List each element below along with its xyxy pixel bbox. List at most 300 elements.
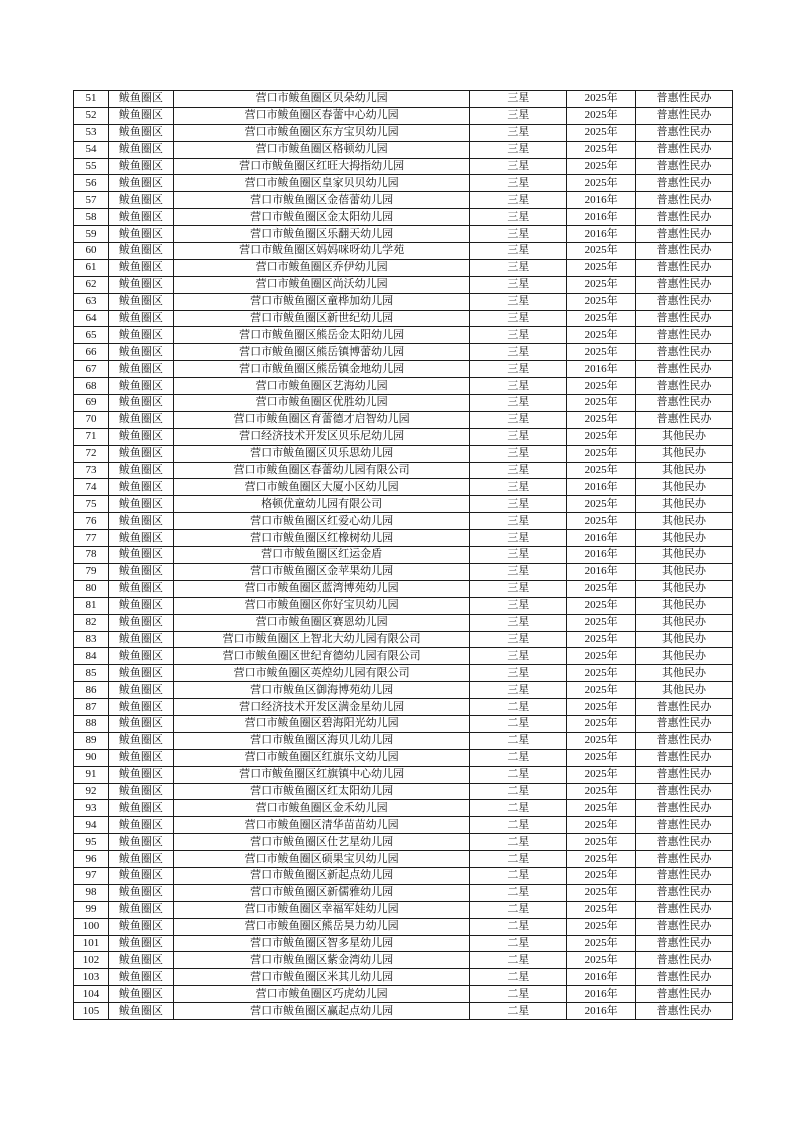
cell-star-rating: 三星 [470,665,567,682]
cell-row-number: 102 [74,952,109,969]
cell-star-rating: 三星 [470,547,567,564]
cell-row-number: 82 [74,614,109,631]
table-row [74,276,733,293]
cell-district: 鲅鱼圈区 [108,732,173,749]
cell-year: 2025年 [567,259,636,276]
cell-kindergarten-name: 营口市鲅鱼圈区新世纪幼儿园 [173,310,470,327]
cell-year: 2016年 [567,192,636,209]
cell-school-type: 普惠性民办 [636,327,733,344]
cell-school-type: 普惠性民办 [636,226,733,243]
cell-district: 鲅鱼圈区 [108,580,173,597]
cell-school-type: 其他民办 [636,445,733,462]
cell-star-rating: 三星 [470,682,567,699]
cell-district: 鲅鱼圈区 [108,715,173,732]
cell-school-type: 其他民办 [636,530,733,547]
cell-district: 鲅鱼圈区 [108,699,173,716]
cell-year: 2016年 [567,226,636,243]
table-row [74,158,733,175]
cell-row-number: 85 [74,665,109,682]
cell-year: 2016年 [567,530,636,547]
cell-year: 2025年 [567,766,636,783]
cell-kindergarten-name: 营口市鲅鱼圈区妈妈咪呀幼儿学苑 [173,243,470,260]
cell-year: 2025年 [567,327,636,344]
cell-row-number: 91 [74,766,109,783]
cell-year: 2016年 [567,209,636,226]
table-row [74,935,733,952]
cell-year: 2025年 [567,682,636,699]
cell-district: 鲅鱼圈区 [108,310,173,327]
cell-kindergarten-name: 营口市鲅鱼圈区育蕾德才启智幼儿园 [173,411,470,428]
cell-year: 2016年 [567,479,636,496]
cell-district: 鲅鱼圈区 [108,597,173,614]
cell-district: 鲅鱼圈区 [108,158,173,175]
cell-kindergarten-name: 营口市鲅鱼圈区世纪育德幼儿园有限公司 [173,648,470,665]
cell-star-rating: 三星 [470,563,567,580]
cell-row-number: 51 [74,91,109,108]
cell-kindergarten-name: 营口市鲅鱼圈区春蕾中心幼儿园 [173,107,470,124]
cell-year: 2025年 [567,378,636,395]
cell-district: 鲅鱼圈区 [108,665,173,682]
cell-star-rating: 三星 [470,428,567,445]
cell-district: 鲅鱼圈区 [108,834,173,851]
cell-district: 鲅鱼圈区 [108,935,173,952]
cell-kindergarten-name: 营口市鲅鱼圈区红太阳幼儿园 [173,783,470,800]
cell-school-type: 其他民办 [636,479,733,496]
cell-row-number: 100 [74,918,109,935]
table-row [74,614,733,631]
cell-district: 鲅鱼圈区 [108,749,173,766]
cell-row-number: 68 [74,378,109,395]
cell-district: 鲅鱼圈区 [108,361,173,378]
cell-kindergarten-name: 营口市鲅鱼圈区乔伊幼儿园 [173,259,470,276]
cell-star-rating: 三星 [470,344,567,361]
table-body [74,91,733,1020]
cell-district: 鲅鱼圈区 [108,648,173,665]
cell-star-rating: 三星 [470,124,567,141]
cell-row-number: 92 [74,783,109,800]
cell-row-number: 87 [74,699,109,716]
table-row [74,175,733,192]
cell-kindergarten-name: 营口市鲅鱼圈区新儒雅幼儿园 [173,884,470,901]
table-row [74,715,733,732]
cell-district: 鲅鱼圈区 [108,378,173,395]
cell-kindergarten-name: 营口市鲅鱼圈区大厦小区幼儿园 [173,479,470,496]
cell-kindergarten-name: 营口市鲅鱼圈区红旗镇中心幼儿园 [173,766,470,783]
cell-star-rating: 三星 [470,395,567,412]
table-row [74,344,733,361]
cell-year: 2025年 [567,597,636,614]
cell-kindergarten-name: 营口经济技术开发区贝乐尼幼儿园 [173,428,470,445]
cell-star-rating: 三星 [470,378,567,395]
cell-district: 鲅鱼圈区 [108,395,173,412]
cell-year: 2025年 [567,395,636,412]
table-row [74,378,733,395]
cell-district: 鲅鱼圈区 [108,428,173,445]
cell-star-rating: 二星 [470,783,567,800]
cell-school-type: 普惠性民办 [636,91,733,108]
cell-district: 鲅鱼圈区 [108,276,173,293]
table-row [74,682,733,699]
cell-star-rating: 三星 [470,141,567,158]
table-row [74,952,733,969]
cell-star-rating: 二星 [470,732,567,749]
cell-year: 2016年 [567,986,636,1003]
table-row [74,1003,733,1020]
cell-star-rating: 三星 [470,614,567,631]
cell-year: 2025年 [567,141,636,158]
cell-kindergarten-name: 营口市鲅鱼圈区贝乐思幼儿园 [173,445,470,462]
cell-school-type: 普惠性民办 [636,158,733,175]
cell-star-rating: 二星 [470,715,567,732]
table-row [74,209,733,226]
cell-row-number: 93 [74,800,109,817]
cell-row-number: 86 [74,682,109,699]
cell-kindergarten-name: 营口市鲅鱼圈区赢起点幼儿园 [173,1003,470,1020]
cell-kindergarten-name: 格顿优童幼儿园有限公司 [173,496,470,513]
table-row [74,665,733,682]
cell-star-rating: 二星 [470,749,567,766]
cell-school-type: 普惠性民办 [636,732,733,749]
cell-year: 2025年 [567,918,636,935]
cell-row-number: 55 [74,158,109,175]
cell-kindergarten-name: 营口经济技术开发区满金星幼儿园 [173,699,470,716]
cell-star-rating: 二星 [470,699,567,716]
cell-year: 2025年 [567,496,636,513]
table-row [74,817,733,834]
cell-row-number: 90 [74,749,109,766]
cell-year: 2025年 [567,91,636,108]
cell-school-type: 普惠性民办 [636,209,733,226]
cell-district: 鲅鱼圈区 [108,817,173,834]
cell-row-number: 57 [74,192,109,209]
cell-kindergarten-name: 营口市鲅鱼圈区新起点幼儿园 [173,867,470,884]
cell-star-rating: 三星 [470,580,567,597]
cell-kindergarten-name: 营口市鲅鱼圈区红旺大拇指幼儿园 [173,158,470,175]
cell-district: 鲅鱼圈区 [108,496,173,513]
cell-district: 鲅鱼圈区 [108,175,173,192]
cell-school-type: 普惠性民办 [636,766,733,783]
cell-year: 2016年 [567,1003,636,1020]
cell-star-rating: 三星 [470,259,567,276]
cell-kindergarten-name: 营口市鲅鱼圈区红运金盾 [173,547,470,564]
cell-kindergarten-name: 营口市鲅鱼圈区东方宝贝幼儿园 [173,124,470,141]
cell-district: 鲅鱼圈区 [108,851,173,868]
cell-district: 鲅鱼圈区 [108,530,173,547]
table-row [74,530,733,547]
cell-kindergarten-name: 营口市鲅鱼圈区金蓓蕾幼儿园 [173,192,470,209]
cell-kindergarten-name: 营口市鲅鱼圈区紫金湾幼儿园 [173,952,470,969]
cell-school-type: 普惠性民办 [636,310,733,327]
table-row [74,986,733,1003]
cell-district: 鲅鱼圈区 [108,209,173,226]
cell-kindergarten-name: 营口市鲅鱼圈区乐翻天幼儿园 [173,226,470,243]
table-row [74,648,733,665]
table-row [74,226,733,243]
table-row [74,699,733,716]
cell-star-rating: 二星 [470,867,567,884]
table-row [74,243,733,260]
table-row [74,732,733,749]
cell-kindergarten-name: 营口市鲅鱼圈区熊岳昊力幼儿园 [173,918,470,935]
cell-year: 2025年 [567,276,636,293]
cell-year: 2025年 [567,445,636,462]
cell-year: 2025年 [567,884,636,901]
cell-year: 2025年 [567,699,636,716]
cell-district: 鲅鱼圈区 [108,783,173,800]
cell-star-rating: 二星 [470,766,567,783]
cell-district: 鲅鱼圈区 [108,124,173,141]
cell-row-number: 77 [74,530,109,547]
cell-row-number: 74 [74,479,109,496]
cell-row-number: 61 [74,259,109,276]
cell-school-type: 其他民办 [636,648,733,665]
cell-year: 2025年 [567,175,636,192]
cell-district: 鲅鱼圈区 [108,986,173,1003]
cell-kindergarten-name: 营口市鲅鱼圈区金禾幼儿园 [173,800,470,817]
cell-district: 鲅鱼圈区 [108,563,173,580]
cell-row-number: 98 [74,884,109,901]
cell-school-type: 其他民办 [636,682,733,699]
cell-kindergarten-name: 营口市鲅鱼圈区红旗乐文幼儿园 [173,749,470,766]
cell-school-type: 其他民办 [636,513,733,530]
cell-row-number: 78 [74,547,109,564]
cell-kindergarten-name: 营口市鲅鱼圈区金太阳幼儿园 [173,209,470,226]
cell-kindergarten-name: 营口市鲅鱼圈区硕果宝贝幼儿园 [173,851,470,868]
cell-district: 鲅鱼圈区 [108,631,173,648]
cell-district: 鲅鱼圈区 [108,901,173,918]
cell-row-number: 56 [74,175,109,192]
cell-row-number: 79 [74,563,109,580]
cell-row-number: 71 [74,428,109,445]
cell-school-type: 普惠性民办 [636,124,733,141]
cell-year: 2016年 [567,547,636,564]
cell-school-type: 普惠性民办 [636,259,733,276]
cell-school-type: 普惠性民办 [636,783,733,800]
cell-kindergarten-name: 营口市鲅鱼圈区你好宝贝幼儿园 [173,597,470,614]
cell-kindergarten-name: 营口市鲅鱼圈区贝朵幼儿园 [173,91,470,108]
cell-year: 2025年 [567,665,636,682]
table-row [74,783,733,800]
table-row [74,327,733,344]
cell-row-number: 97 [74,867,109,884]
cell-star-rating: 二星 [470,901,567,918]
cell-school-type: 其他民办 [636,428,733,445]
cell-district: 鲅鱼圈区 [108,243,173,260]
cell-kindergarten-name: 营口市鲅鱼圈区熊岳镇金地幼儿园 [173,361,470,378]
cell-row-number: 54 [74,141,109,158]
cell-school-type: 普惠性民办 [636,411,733,428]
cell-year: 2025年 [567,851,636,868]
cell-year: 2025年 [567,462,636,479]
table-row [74,428,733,445]
cell-school-type: 普惠性民办 [636,361,733,378]
cell-year: 2016年 [567,563,636,580]
cell-star-rating: 三星 [470,513,567,530]
cell-school-type: 普惠性民办 [636,817,733,834]
cell-kindergarten-name: 营口市鲅鱼圈区幸福军娃幼儿园 [173,901,470,918]
cell-row-number: 59 [74,226,109,243]
cell-star-rating: 三星 [470,631,567,648]
cell-row-number: 94 [74,817,109,834]
cell-kindergarten-name: 营口市鲅鱼圈区米其儿幼儿园 [173,969,470,986]
table-row [74,969,733,986]
cell-star-rating: 二星 [470,969,567,986]
cell-kindergarten-name: 营口市鲅鱼圈区海贝儿幼儿园 [173,732,470,749]
cell-school-type: 其他民办 [636,665,733,682]
cell-year: 2025年 [567,428,636,445]
cell-star-rating: 三星 [470,226,567,243]
table-row [74,445,733,462]
cell-row-number: 64 [74,310,109,327]
cell-row-number: 103 [74,969,109,986]
table-row [74,918,733,935]
table-row [74,513,733,530]
cell-year: 2025年 [567,732,636,749]
cell-row-number: 60 [74,243,109,260]
cell-star-rating: 三星 [470,310,567,327]
cell-district: 鲅鱼圈区 [108,479,173,496]
table-row [74,310,733,327]
cell-kindergarten-name: 营口市鲅鱼圈区春蕾幼儿园有限公司 [173,462,470,479]
cell-year: 2025年 [567,834,636,851]
cell-school-type: 其他民办 [636,547,733,564]
cell-school-type: 普惠性民办 [636,243,733,260]
cell-year: 2025年 [567,952,636,969]
cell-school-type: 普惠性民办 [636,901,733,918]
cell-year: 2025年 [567,580,636,597]
table-row [74,563,733,580]
cell-row-number: 95 [74,834,109,851]
cell-district: 鲅鱼圈区 [108,226,173,243]
cell-school-type: 普惠性民办 [636,952,733,969]
cell-star-rating: 三星 [470,91,567,108]
cell-row-number: 75 [74,496,109,513]
cell-star-rating: 三星 [470,192,567,209]
cell-district: 鲅鱼圈区 [108,91,173,108]
cell-row-number: 63 [74,293,109,310]
cell-year: 2025年 [567,158,636,175]
cell-row-number: 73 [74,462,109,479]
cell-star-rating: 三星 [470,107,567,124]
cell-school-type: 其他民办 [636,563,733,580]
cell-school-type: 普惠性民办 [636,918,733,935]
table-row [74,395,733,412]
cell-year: 2025年 [567,310,636,327]
cell-star-rating: 二星 [470,986,567,1003]
cell-star-rating: 二星 [470,935,567,952]
cell-school-type: 其他民办 [636,597,733,614]
cell-school-type: 普惠性民办 [636,107,733,124]
cell-row-number: 53 [74,124,109,141]
cell-district: 鲅鱼圈区 [108,1003,173,1020]
table-row [74,192,733,209]
cell-row-number: 96 [74,851,109,868]
cell-school-type: 其他民办 [636,580,733,597]
table-row [74,766,733,783]
cell-school-type: 普惠性民办 [636,749,733,766]
cell-school-type: 其他民办 [636,631,733,648]
cell-school-type: 普惠性民办 [636,175,733,192]
cell-school-type: 其他民办 [636,614,733,631]
cell-row-number: 104 [74,986,109,1003]
table-row [74,547,733,564]
cell-row-number: 101 [74,935,109,952]
cell-school-type: 普惠性民办 [636,715,733,732]
cell-district: 鲅鱼圈区 [108,884,173,901]
cell-row-number: 69 [74,395,109,412]
table-row [74,631,733,648]
cell-district: 鲅鱼圈区 [108,259,173,276]
cell-kindergarten-name: 营口市鲅鱼圈区巧虎幼儿园 [173,986,470,1003]
cell-school-type: 普惠性民办 [636,884,733,901]
cell-school-type: 普惠性民办 [636,344,733,361]
cell-row-number: 70 [74,411,109,428]
cell-year: 2025年 [567,901,636,918]
table-row [74,580,733,597]
cell-year: 2025年 [567,293,636,310]
cell-school-type: 普惠性民办 [636,395,733,412]
cell-year: 2025年 [567,614,636,631]
cell-year: 2016年 [567,969,636,986]
cell-year: 2025年 [567,631,636,648]
cell-star-rating: 三星 [470,479,567,496]
cell-school-type: 普惠性民办 [636,699,733,716]
cell-row-number: 76 [74,513,109,530]
cell-row-number: 89 [74,732,109,749]
cell-kindergarten-name: 营口市鲅鱼圈区优胜幼儿园 [173,395,470,412]
cell-star-rating: 三星 [470,327,567,344]
table-row [74,361,733,378]
table-row [74,901,733,918]
cell-year: 2025年 [567,243,636,260]
cell-kindergarten-name: 营口市鲅鱼圈区智多星幼儿园 [173,935,470,952]
cell-year: 2025年 [567,648,636,665]
cell-row-number: 83 [74,631,109,648]
cell-district: 鲅鱼圈区 [108,293,173,310]
cell-district: 鲅鱼圈区 [108,918,173,935]
table-row [74,597,733,614]
cell-star-rating: 二星 [470,1003,567,1020]
table-row [74,91,733,108]
cell-kindergarten-name: 营口市鲅鱼圈区英煌幼儿园有限公司 [173,665,470,682]
cell-row-number: 81 [74,597,109,614]
cell-district: 鲅鱼圈区 [108,969,173,986]
cell-kindergarten-name: 营口市鲅鱼圈区尚沃幼儿园 [173,276,470,293]
cell-district: 鲅鱼圈区 [108,411,173,428]
cell-year: 2025年 [567,867,636,884]
cell-row-number: 58 [74,209,109,226]
cell-star-rating: 二星 [470,800,567,817]
cell-star-rating: 三星 [470,496,567,513]
cell-school-type: 普惠性民办 [636,141,733,158]
cell-star-rating: 三星 [470,462,567,479]
table-row [74,293,733,310]
cell-star-rating: 三星 [470,175,567,192]
cell-star-rating: 三星 [470,243,567,260]
table-row [74,462,733,479]
cell-year: 2025年 [567,124,636,141]
table-row [74,834,733,851]
cell-kindergarten-name: 营口市鲅鱼区御海博苑幼儿园 [173,682,470,699]
cell-row-number: 62 [74,276,109,293]
cell-school-type: 普惠性民办 [636,800,733,817]
cell-row-number: 65 [74,327,109,344]
cell-year: 2025年 [567,935,636,952]
cell-school-type: 普惠性民办 [636,867,733,884]
table-row [74,800,733,817]
cell-kindergarten-name: 营口市鲅鱼圈区仕艺星幼儿园 [173,834,470,851]
cell-star-rating: 三星 [470,411,567,428]
